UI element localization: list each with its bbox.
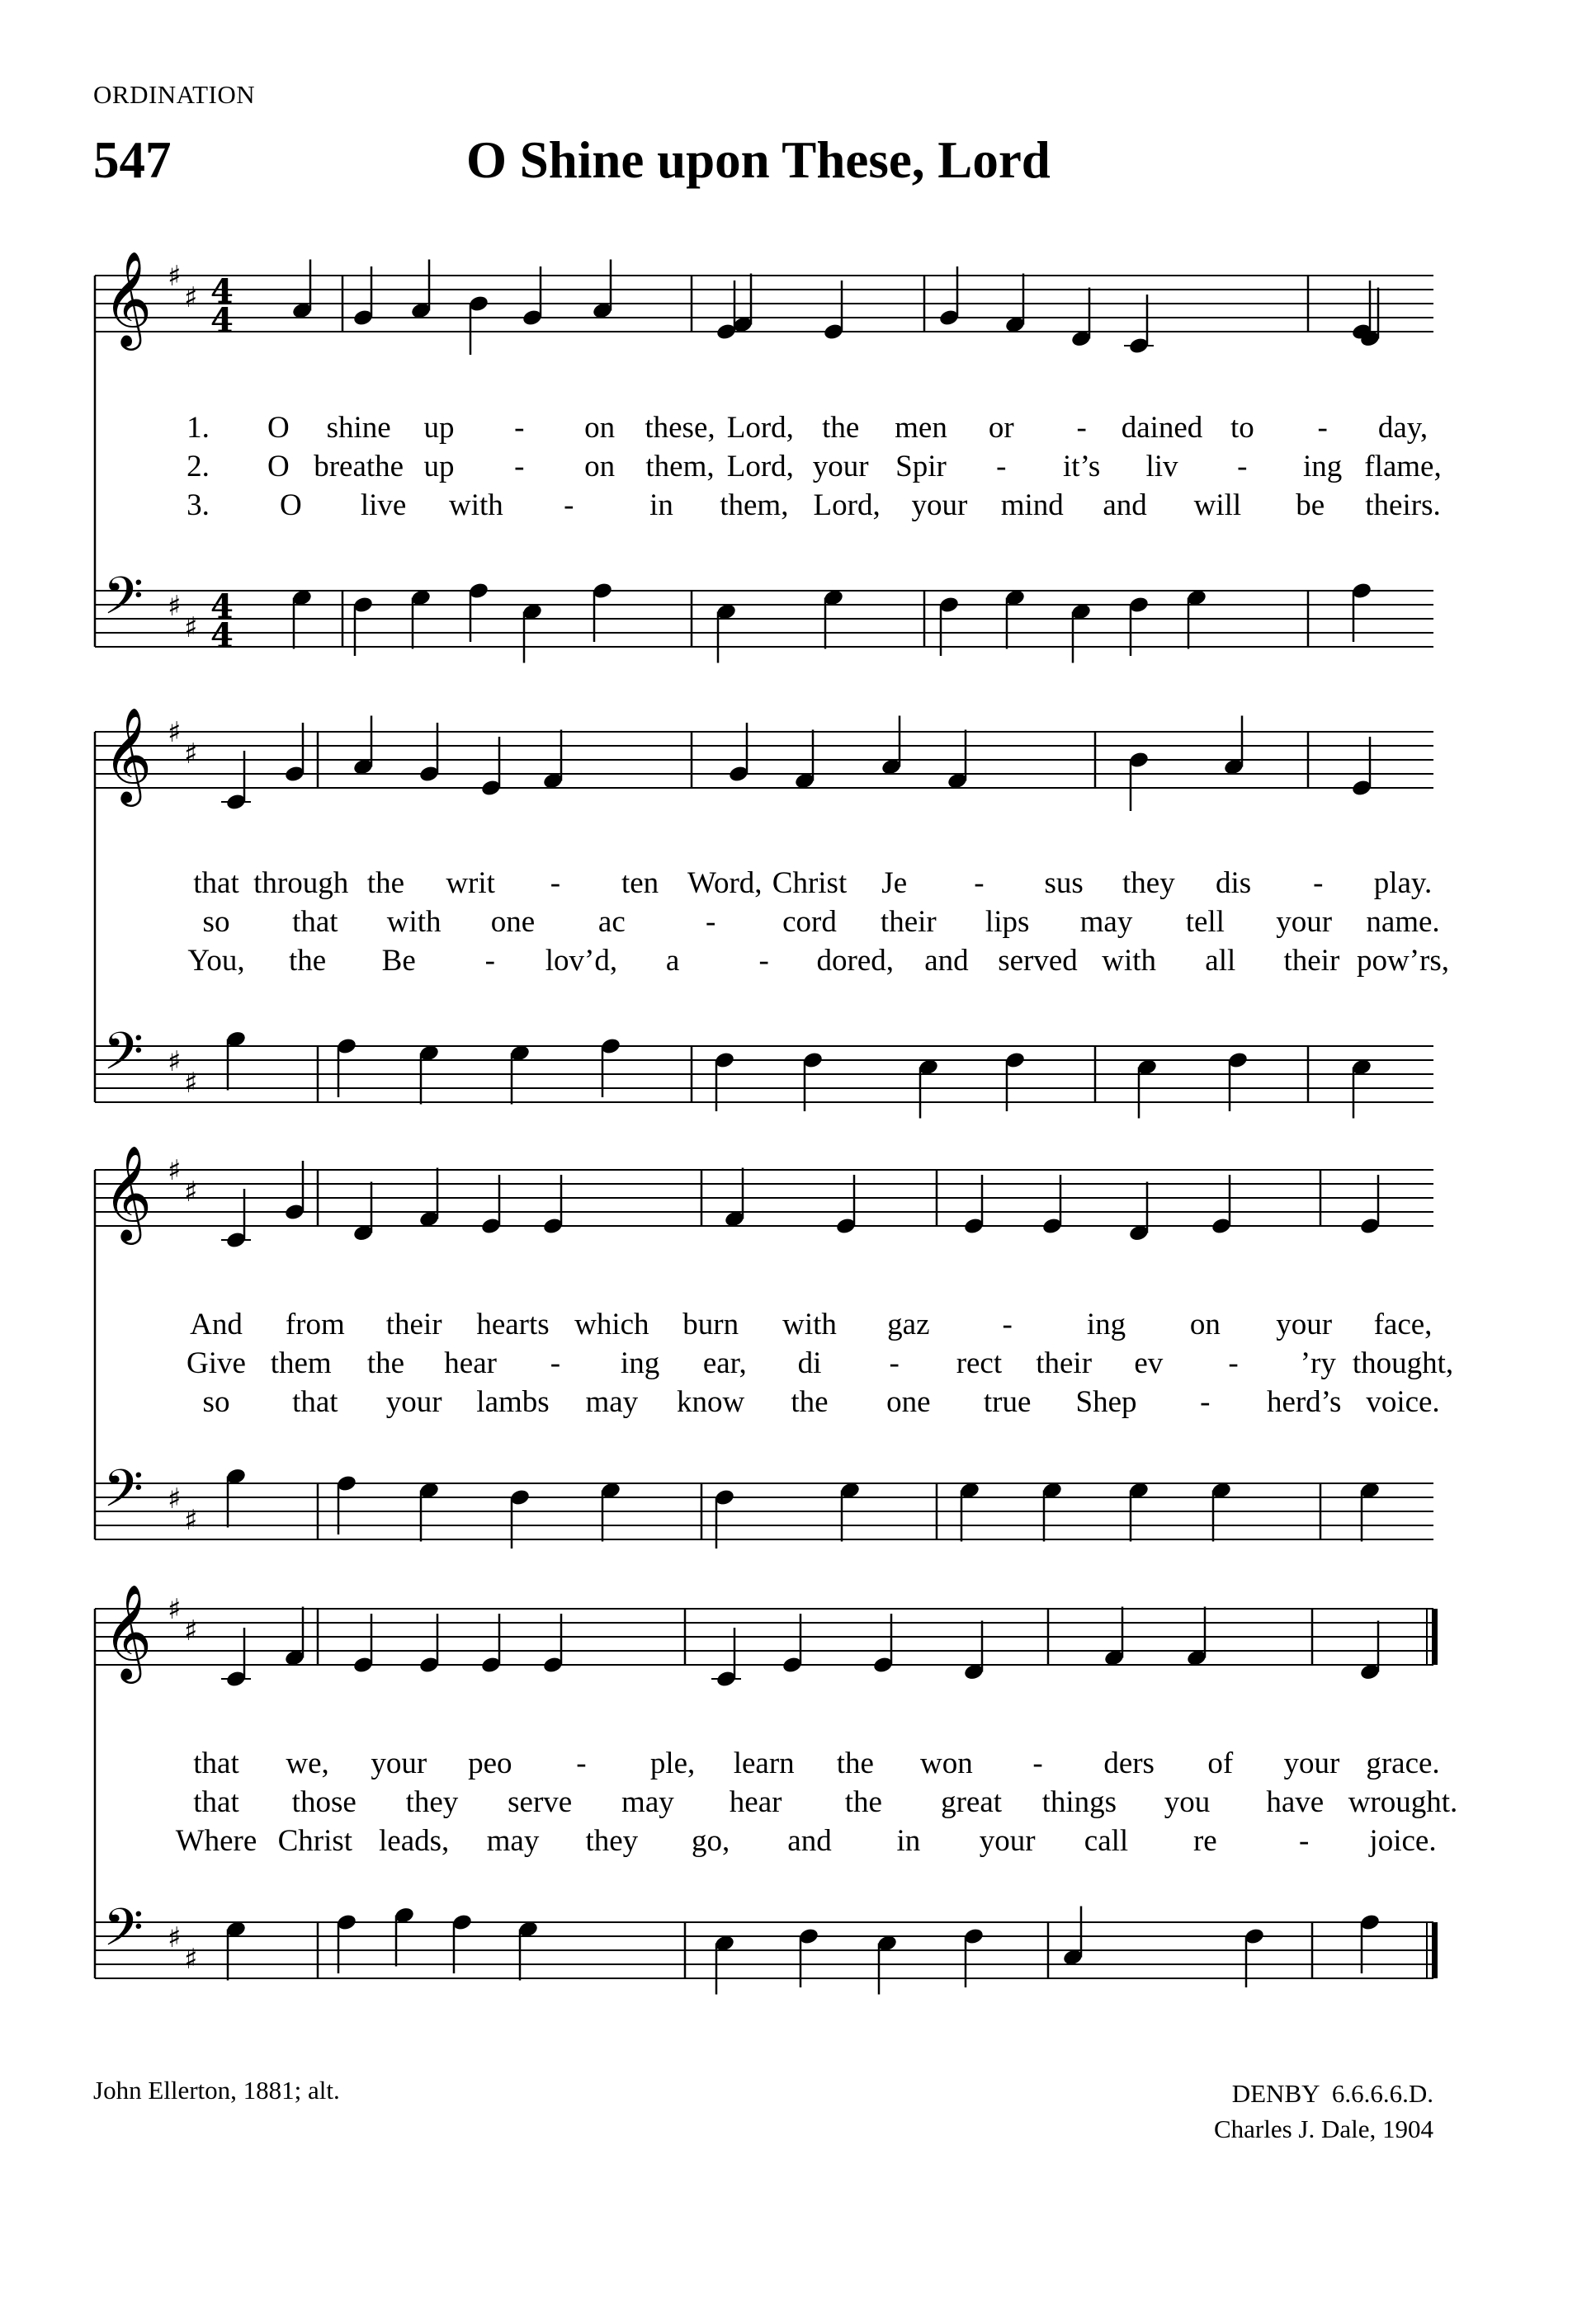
lyric-syllable: learn xyxy=(733,1747,795,1780)
lyric-syllable: served xyxy=(998,944,1078,978)
lyric-syllable: - xyxy=(758,944,769,978)
lyric-syllable: thought, xyxy=(1352,1346,1454,1380)
lyric-syllable: - xyxy=(1317,411,1328,445)
lyric-syllable: may xyxy=(1079,905,1133,939)
final-bar-thick xyxy=(1432,1609,1438,1665)
lyric-syllable: joice. xyxy=(1369,1824,1437,1858)
time-signature-bottom: 4 xyxy=(210,616,234,655)
key-sharp-icon: ♯ xyxy=(184,1943,198,1976)
bass-clef-icon: 𝄢 xyxy=(103,1458,144,1531)
lyric-syllable: ing xyxy=(620,1346,660,1380)
lyric-syllable: hear xyxy=(729,1785,782,1819)
lyric-syllable: ders xyxy=(1103,1747,1155,1780)
lyric-syllable: - xyxy=(550,866,561,900)
lyric-syllable: their xyxy=(385,1308,442,1341)
lyric-syllable: Christ xyxy=(277,1824,353,1858)
lyric-syllable: voice. xyxy=(1366,1385,1440,1419)
lyric-syllable: - xyxy=(1076,411,1087,445)
lyric-syllable: your xyxy=(1276,905,1333,939)
lyric-syllable: or xyxy=(988,411,1014,445)
lyric-syllable: call xyxy=(1084,1824,1129,1858)
lyric-syllable: that xyxy=(193,1747,239,1780)
key-sharp-icon: ♯ xyxy=(168,1045,182,1078)
key-sharp-icon: ♯ xyxy=(168,1154,182,1187)
lyric-syllable: - xyxy=(996,450,1007,483)
lyric-syllable: - xyxy=(564,488,574,522)
lyric-syllable: your xyxy=(371,1747,427,1780)
lyric-syllable: you xyxy=(1164,1785,1211,1819)
lyric-syllable: serve xyxy=(508,1785,573,1819)
lyric-syllable: that xyxy=(193,866,239,900)
lyric-syllable: of xyxy=(1207,1747,1234,1780)
lyric-syllable: You, xyxy=(187,944,245,978)
bass-clef-icon: 𝄢 xyxy=(103,1897,144,1970)
key-sharp-icon: ♯ xyxy=(184,738,198,771)
tune-credit-block xyxy=(1214,2076,1433,2147)
lyric-syllable: - xyxy=(1237,450,1248,483)
bass-clef-icon: 𝄢 xyxy=(103,1021,144,1094)
lyric-syllable: true xyxy=(983,1385,1032,1419)
lyric-syllable: the xyxy=(366,866,405,900)
key-sharp-icon: ♯ xyxy=(184,1504,198,1537)
lyric-syllable: Shep xyxy=(1075,1385,1137,1419)
lyric-syllable: - xyxy=(1313,866,1324,900)
lyric-syllable: ac xyxy=(597,905,626,939)
lyric-syllable: on xyxy=(584,450,616,483)
treble-clef-icon: 𝄞 xyxy=(103,706,153,803)
treble-clef-icon: 𝄞 xyxy=(103,1583,153,1680)
key-sharp-icon: ♯ xyxy=(184,1176,198,1209)
lyric-syllable: they xyxy=(1122,866,1175,900)
lyric-syllable: those xyxy=(291,1785,357,1819)
lyric-syllable: so xyxy=(202,905,230,939)
lyric-syllable: on xyxy=(1189,1308,1221,1341)
lyric-syllable: won xyxy=(920,1747,973,1780)
lyric-syllable: with xyxy=(782,1308,837,1341)
tune-name-meter: DENBY 6.6.6.6.D. xyxy=(1231,2079,1433,2108)
lyric-syllable: Give xyxy=(187,1346,246,1380)
lyric-syllable: O xyxy=(267,411,290,445)
lyric-syllable: Word, xyxy=(687,866,763,900)
lyric-syllable: live xyxy=(360,488,407,522)
lyric-syllable: with xyxy=(386,905,442,939)
lyric-syllable: with xyxy=(449,488,503,522)
lyric-syllable: O xyxy=(279,488,302,522)
lyric-syllable: shine xyxy=(326,411,391,445)
lyric-syllable: Lord, xyxy=(726,450,794,483)
lyric-syllable: all xyxy=(1205,944,1236,978)
key-sharp-icon: ♯ xyxy=(168,716,182,749)
lyric-syllable: a xyxy=(665,944,680,978)
lyric-syllable: - xyxy=(514,450,525,483)
lyric-syllable: the xyxy=(366,1346,405,1380)
lyric-syllable: go, xyxy=(692,1824,730,1858)
lyric-syllable: Be xyxy=(381,944,416,978)
lyric-syllable: burn xyxy=(682,1308,739,1341)
lyric-syllable: Where xyxy=(175,1824,257,1858)
key-sharp-icon: ♯ xyxy=(168,260,182,293)
lyric-syllable: with xyxy=(1102,944,1157,978)
lyric-syllable: on xyxy=(584,411,616,445)
key-sharp-icon: ♯ xyxy=(168,590,182,623)
lyric-syllable: gaz xyxy=(887,1308,930,1341)
lyric-syllable: the xyxy=(822,411,860,445)
lyric-syllable: Lord, xyxy=(726,411,794,445)
lyric-syllable: the xyxy=(289,944,327,978)
lyric-syllable: - xyxy=(889,1346,900,1380)
lyric-syllable: be xyxy=(1296,488,1325,522)
lyric-syllable: them xyxy=(270,1346,332,1380)
lyric-syllable: your xyxy=(812,450,869,483)
lyric-syllable: - xyxy=(484,944,496,978)
key-sharp-icon: ♯ xyxy=(184,611,198,644)
lyric-syllable: flame, xyxy=(1364,450,1442,483)
lyric-syllable: - xyxy=(1228,1346,1239,1380)
lyric-syllable: dained xyxy=(1121,411,1203,445)
hymn-title: O Shine upon These, Lord xyxy=(466,131,1051,189)
key-sharp-icon: ♯ xyxy=(184,1067,198,1100)
lyric-syllable: - xyxy=(706,905,716,939)
lyric-syllable: lambs xyxy=(476,1385,550,1419)
lyric-syllable: name. xyxy=(1366,905,1440,939)
lyric-syllable: one xyxy=(490,905,536,939)
key-sharp-icon: ♯ xyxy=(168,1921,182,1954)
lyric-syllable: the xyxy=(844,1785,882,1819)
lyric-syllable: men xyxy=(895,411,947,445)
lyric-syllable: your xyxy=(1283,1747,1340,1780)
key-sharp-icon: ♯ xyxy=(184,281,198,314)
lyric-syllable: that xyxy=(193,1785,239,1819)
lyric-syllable: ing xyxy=(1086,1308,1126,1341)
lyric-syllable: their xyxy=(1036,1346,1093,1380)
text-credit: John Ellerton, 1881; alt. xyxy=(93,2076,340,2105)
tune-composer: Charles J. Dale, 1904 xyxy=(1213,2114,1433,2143)
lyric-syllable: lips xyxy=(985,905,1030,939)
lyric-syllable: mind xyxy=(1000,488,1064,522)
lyric-syllable: that xyxy=(292,1385,338,1419)
lyric-syllable: the xyxy=(791,1385,829,1419)
lyric-syllable: - xyxy=(1032,1747,1043,1780)
lyric-syllable: may xyxy=(486,1824,540,1858)
lyric-syllable: ’ry xyxy=(1300,1346,1336,1380)
treble-clef-icon: 𝄞 xyxy=(103,1144,153,1241)
lyric-syllable: breathe xyxy=(314,450,404,483)
lyric-syllable: - xyxy=(576,1747,587,1780)
lyric-syllable: and xyxy=(1103,488,1147,522)
lyric-syllable: know xyxy=(677,1385,745,1419)
lyric-syllable: 2. xyxy=(187,450,210,483)
lyric-syllable: face, xyxy=(1373,1308,1433,1341)
lyric-syllable: may xyxy=(585,1385,639,1419)
lyric-syllable: cord xyxy=(782,905,837,939)
key-sharp-icon: ♯ xyxy=(168,1483,182,1516)
hymn-number: 547 xyxy=(93,131,172,189)
lyric-syllable: it’s xyxy=(1063,450,1101,483)
lyric-syllable: your xyxy=(385,1385,442,1419)
lyric-syllable: may xyxy=(621,1785,674,1819)
lyric-syllable: And xyxy=(190,1308,243,1341)
lyric-syllable: herd’s xyxy=(1266,1385,1342,1419)
key-sharp-icon: ♯ xyxy=(184,1615,198,1648)
lyric-syllable: one xyxy=(886,1385,931,1419)
lyric-syllable: liv xyxy=(1145,450,1178,483)
lyric-syllable: dis xyxy=(1215,866,1252,900)
lyric-syllable: - xyxy=(974,866,985,900)
lyric-syllable: ev xyxy=(1134,1346,1164,1380)
lyric-syllable: - xyxy=(1200,1385,1211,1419)
lyric-syllable: your xyxy=(979,1824,1036,1858)
lyric-syllable: peo xyxy=(468,1747,512,1780)
lyric-syllable: we, xyxy=(286,1747,329,1780)
time-signature-bottom: 4 xyxy=(210,301,234,340)
lyric-syllable: through xyxy=(253,866,349,900)
lyric-syllable: will xyxy=(1193,488,1242,522)
lyric-syllable: wrought. xyxy=(1348,1785,1458,1819)
lyric-syllable: - xyxy=(1002,1308,1013,1341)
final-bar-thick xyxy=(1432,1922,1438,1978)
lyric-syllable: their xyxy=(1283,944,1340,978)
lyric-syllable: - xyxy=(514,411,525,445)
lyric-syllable: which xyxy=(574,1308,649,1341)
lyric-syllable: writ xyxy=(446,866,495,900)
lyric-syllable: that xyxy=(292,905,338,939)
lyric-syllable: di xyxy=(797,1346,822,1380)
lyric-syllable: these, xyxy=(645,411,715,445)
lyric-syllable: your xyxy=(1276,1308,1333,1341)
lyric-syllable: their xyxy=(880,905,937,939)
lyric-syllable: - xyxy=(550,1346,561,1380)
lyric-syllable: sus xyxy=(1044,866,1084,900)
lyric-syllable: great xyxy=(941,1785,1003,1819)
lyric-syllable: dored, xyxy=(816,944,895,978)
lyric-syllable: things xyxy=(1041,1785,1117,1819)
lyric-syllable: hearts xyxy=(476,1308,550,1341)
time-signature-top: 4 xyxy=(210,272,234,311)
lyric-syllable: ten xyxy=(621,866,659,900)
lyric-syllable: they xyxy=(585,1824,639,1858)
lyric-syllable: 1. xyxy=(187,411,210,445)
lyric-syllable: your xyxy=(911,488,968,522)
lyric-syllable: so xyxy=(202,1385,230,1419)
lyric-syllable: and xyxy=(924,944,969,978)
lyric-syllable: tell xyxy=(1185,905,1225,939)
lyric-syllable: the xyxy=(836,1747,874,1780)
lyric-syllable: hear xyxy=(444,1346,497,1380)
lyric-syllable: Christ xyxy=(772,866,848,900)
lyric-syllable: ing xyxy=(1303,450,1343,483)
lyric-syllable: rect xyxy=(956,1346,1003,1380)
treble-clef-icon: 𝄞 xyxy=(103,250,153,346)
lyric-syllable: pow’rs, xyxy=(1356,944,1450,978)
lyric-syllable: ear, xyxy=(702,1346,747,1380)
lyric-syllable: day, xyxy=(1377,411,1429,445)
lyric-syllable: up xyxy=(423,411,455,445)
lyric-syllable: in xyxy=(649,488,673,522)
key-sharp-icon: ♯ xyxy=(168,1593,182,1626)
lyric-syllable: leads, xyxy=(379,1824,450,1858)
lyric-syllable: Spir xyxy=(895,450,947,483)
lyric-syllable: up xyxy=(423,450,455,483)
lyric-syllable: them, xyxy=(645,450,715,483)
lyric-syllable: Je xyxy=(881,866,908,900)
lyric-syllable: re xyxy=(1192,1824,1217,1858)
lyric-syllable: play. xyxy=(1373,866,1433,900)
lyric-syllable: - xyxy=(1299,1824,1310,1858)
lyric-syllable: O xyxy=(267,450,290,483)
lyric-syllable: to xyxy=(1230,411,1254,445)
lyric-syllable: and xyxy=(787,1824,832,1858)
lyric-syllable: they xyxy=(405,1785,459,1819)
lyric-syllable: ple, xyxy=(649,1747,696,1780)
lyric-syllable: theirs. xyxy=(1365,488,1441,522)
lyric-syllable: in xyxy=(896,1824,921,1858)
time-signature-top: 4 xyxy=(210,587,234,626)
hymn-category: ORDINATION xyxy=(93,80,256,109)
lyric-syllable: Lord, xyxy=(813,488,881,522)
lyric-syllable: grace. xyxy=(1366,1747,1440,1780)
lyric-syllable: from xyxy=(285,1308,345,1341)
bass-clef-icon: 𝄢 xyxy=(103,565,144,639)
lyric-syllable: lov’d, xyxy=(545,944,618,978)
lyric-syllable: 3. xyxy=(187,488,210,522)
lyric-syllable: have xyxy=(1266,1785,1325,1819)
lyric-syllable: them, xyxy=(720,488,789,522)
